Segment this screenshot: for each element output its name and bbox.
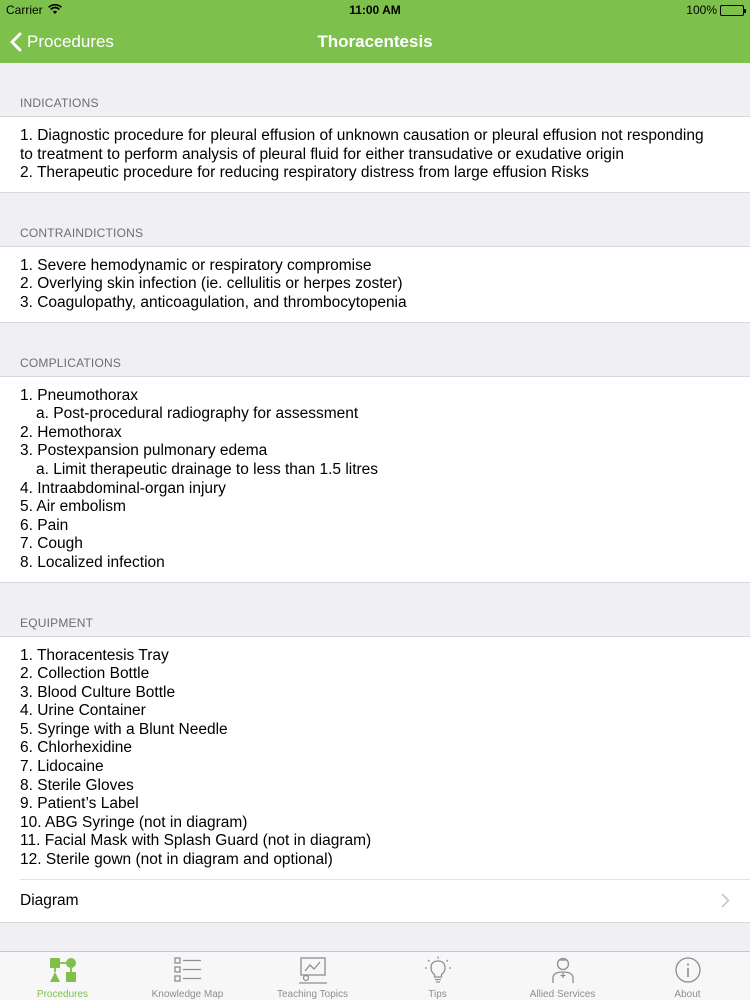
doctor-icon (547, 956, 579, 984)
text-line: 1. Thoracentesis Tray (20, 646, 169, 664)
complications-body (0, 377, 750, 583)
text-line: 1. Severe hemodynamic or respiratory compromise (20, 256, 372, 274)
info-icon (672, 956, 704, 984)
text-line: 3. Coagulopathy, anticoagulation, and thrombocytopenia (20, 293, 407, 311)
text-line: 7. Cough (20, 535, 83, 553)
carrier-label: Carrier (6, 3, 43, 17)
text-line: 3. Blood Culture Bottle (20, 683, 176, 701)
text-line: 5. Air embolism (20, 498, 126, 516)
text-line: 3. Postexpansion pulmonary edema (20, 442, 268, 460)
lightbulb-icon (422, 956, 454, 984)
battery-icon (720, 5, 744, 16)
page-title: Thoracentesis (317, 32, 433, 51)
text-line: to treatment to perform analysis of pleural fluid for either transudative or exudative origin (20, 145, 624, 163)
text-line: 2. Overlying skin infection (ie. cellulitis or herpes zoster) (20, 275, 403, 293)
chevron-right-icon (721, 893, 730, 908)
status-bar (0, 0, 750, 20)
tab-label: About (674, 989, 701, 1000)
battery-percent: 100% (686, 3, 717, 17)
navigation-bar (0, 20, 750, 63)
text-line: 8. Sterile Gloves (20, 776, 134, 794)
text-line: 6. Chlorhexidine (20, 739, 133, 757)
contraindications-body (0, 247, 750, 323)
section-header-equipment: EQUIPMENT (0, 583, 750, 637)
text-line: 4. Urine Container (20, 702, 146, 720)
text-subline: a. Post-procedural radiography for assessment (36, 405, 359, 423)
tab-label: Tips (428, 989, 447, 1000)
tab-label: Knowledge Map (151, 989, 224, 1000)
text-line: 2. Hemothorax (20, 423, 122, 441)
back-button[interactable] (10, 20, 114, 63)
text-line: 6. Pain (20, 516, 69, 534)
bottom-spacer (0, 923, 750, 951)
text-line: 10. ABG Syringe (not in diagram) (20, 813, 248, 831)
tab-bar (0, 951, 750, 1000)
text-line: 4. Intraabdominal-organ injury (20, 479, 226, 497)
section-header-indications: INDICATIONS (0, 63, 750, 117)
tab-about[interactable] (625, 952, 750, 1000)
diagram-label: Diagram (20, 891, 79, 909)
tab-knowledge-map[interactable] (125, 952, 250, 1000)
tab-label: Procedures (36, 989, 89, 1000)
text-line: 11. Facial Mask with Splash Guard (not in diagram) (20, 832, 372, 850)
text-line: 2. Collection Bottle (20, 665, 150, 683)
clock: 11:00 AM (349, 3, 401, 17)
text-line: 5. Syringe with a Blunt Needle (20, 720, 228, 738)
procedure-detail-content[interactable] (0, 63, 750, 951)
tab-teaching-topics[interactable] (250, 952, 375, 1000)
section-header-complications: COMPLICATIONS (0, 323, 750, 377)
text-line: 1. Diagnostic procedure for pleural effusion of unknown causation or pleural effusion not responding (20, 127, 704, 144)
indications-body (0, 117, 750, 193)
text-subline: a. Limit therapeutic drainage to less than 1.5 litres (36, 460, 379, 478)
back-button-label: Procedures (27, 31, 114, 51)
text-line: 2. Therapeutic procedure for reducing respiratory distress from large effusion Risks (20, 164, 589, 182)
equipment-body (0, 637, 750, 879)
text-line: 7. Lidocaine (20, 758, 104, 776)
tab-label: Teaching Topics (277, 989, 348, 1000)
tab-label: Allied Services (529, 989, 596, 1000)
tab-tips[interactable] (375, 952, 500, 1000)
text-line: 1. Pneumothorax (20, 386, 139, 404)
knowledge-map-icon (172, 956, 204, 984)
text-line: 12. Sterile gown (not in diagram and optional) (20, 851, 333, 869)
battery-status (686, 3, 744, 17)
text-line: 8. Localized infection (20, 553, 165, 571)
procedures-icon (47, 956, 79, 984)
equipment-group (0, 637, 750, 923)
tab-procedures[interactable] (0, 952, 125, 1000)
teaching-topics-icon (297, 956, 329, 984)
text-line: 9. Patient’s Label (20, 795, 139, 813)
tab-allied-services[interactable] (500, 952, 625, 1000)
diagram-row[interactable] (0, 880, 750, 923)
chevron-left-icon (10, 32, 22, 52)
section-header-contraindications: CONTRAINDICTIONS (0, 193, 750, 247)
